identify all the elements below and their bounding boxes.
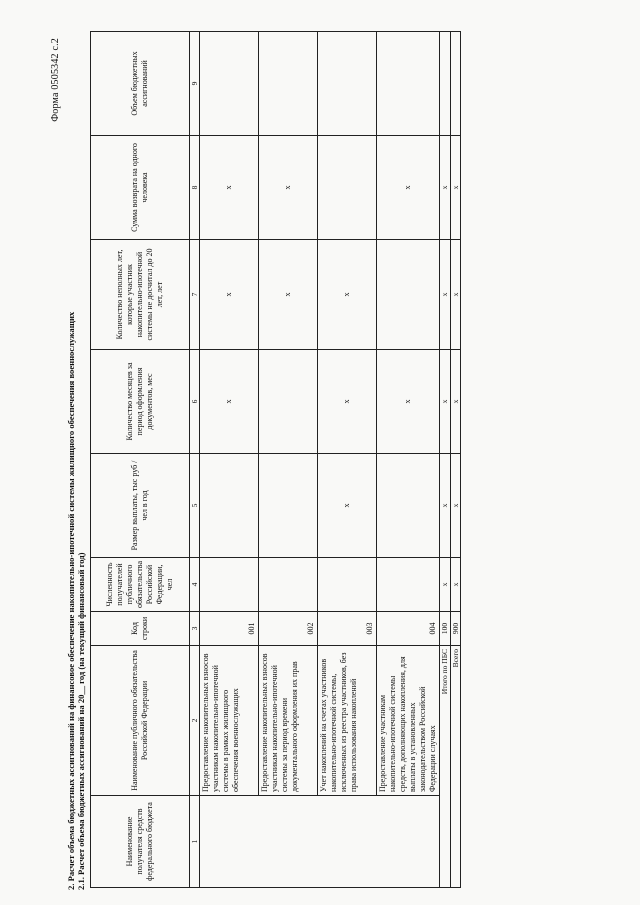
col-header-5: Размер выплаты, тыс руб / чел в год	[91, 454, 190, 558]
cell-c9	[440, 32, 450, 136]
cell-c4	[200, 558, 259, 612]
obligation-name: Предоставление участникам накопительно-ипотечной системы средств, дополняющих накопления, для выплаты в установленных законодательством Российской Федерации случаях	[377, 646, 440, 796]
col-num: 2	[190, 646, 200, 796]
table-row	[259, 32, 318, 888]
cell-c7: x	[450, 240, 460, 350]
cell-c8: x	[377, 136, 440, 240]
total-row-pbs	[440, 32, 450, 888]
cell-c8: x	[440, 136, 450, 240]
cell-c6	[259, 350, 318, 454]
cell-c8: x	[259, 136, 318, 240]
cell-c7: x	[440, 240, 450, 350]
rotated-sheet	[50, 30, 595, 890]
calculation-table	[90, 31, 461, 888]
recipient-cell	[200, 796, 440, 888]
cell-c6: x	[377, 350, 440, 454]
col-num: 1	[190, 796, 200, 888]
row-code: 100	[440, 612, 450, 646]
cell-c5	[259, 454, 318, 558]
cell-c5	[200, 454, 259, 558]
col-header-4: Численность получателей публичного обязательства Российской Федерации, чел	[91, 558, 190, 612]
form-code: Форма 0505342 с.2	[50, 38, 61, 122]
header-row	[91, 32, 190, 888]
col-num: 9	[190, 32, 200, 136]
col-num: 7	[190, 240, 200, 350]
obligation-name: Предоставление накопительных взносов участникам накопительно-ипотечной системы за период времени документального оформления их прав	[259, 646, 318, 796]
cell-c4	[259, 558, 318, 612]
cell-c9	[200, 32, 259, 136]
cell-c6: x	[450, 350, 460, 454]
cell-c9	[450, 32, 460, 136]
cell-c9	[377, 32, 440, 136]
row-code: 002	[259, 612, 318, 646]
cell-c9	[318, 32, 377, 136]
cell-c4: x	[450, 558, 460, 612]
table-row	[318, 32, 377, 888]
cell-c4	[377, 558, 440, 612]
col-header-9: Объем бюджетных ассигнований	[91, 32, 190, 136]
col-header-3: Код строки	[91, 612, 190, 646]
cell-c9	[259, 32, 318, 136]
cell-c4: x	[440, 558, 450, 612]
cell-c6: x	[318, 350, 377, 454]
total-row-all	[450, 32, 460, 888]
cell-c8: x	[200, 136, 259, 240]
col-header-6: Количество месяцев за период оформления документов, мес	[91, 350, 190, 454]
total-label: Итого по ПБС	[440, 646, 450, 888]
row-code: 003	[318, 612, 377, 646]
section-heading: 2. Расчет объема бюджетных ассигнований на финансовое обеспечение накопительно-ипотечной системы жилищного обеспечения военнослужащих	[66, 311, 76, 890]
col-header-7: Количество неполных лет, которые участник накопительно-ипотечной системы не досчитал до 20 лет, лет	[91, 240, 190, 350]
col-header-1: Наименование получателя средств федерального бюджета	[91, 796, 190, 888]
col-num: 5	[190, 454, 200, 558]
cell-c5	[377, 454, 440, 558]
subsection-heading: 2.1. Расчет объема бюджетных ассигнований на 20__ год (на текущий финансовый год)	[76, 552, 86, 890]
col-num: 4	[190, 558, 200, 612]
obligation-name: Предоставление накопительных взносов участникам накопительно-ипотечной системы в рамках жилищного обеспечения военнослужащих	[200, 646, 259, 796]
cell-c6: x	[200, 350, 259, 454]
cell-c7	[377, 240, 440, 350]
cell-c8	[318, 136, 377, 240]
row-code: 900	[450, 612, 460, 646]
col-num: 3	[190, 612, 200, 646]
cell-c7: x	[259, 240, 318, 350]
table-row	[200, 32, 259, 888]
cell-c5: x	[318, 454, 377, 558]
col-num: 8	[190, 136, 200, 240]
cell-c7: x	[318, 240, 377, 350]
column-number-row	[190, 32, 200, 888]
col-header-2: Наименование публичного обязательства Российской Федерации	[91, 646, 190, 796]
col-num: 6	[190, 350, 200, 454]
cell-c6: x	[440, 350, 450, 454]
row-code: 004	[377, 612, 440, 646]
row-code: 001	[200, 612, 259, 646]
cell-c8: x	[450, 136, 460, 240]
cell-c5: x	[450, 454, 460, 558]
cell-c5: x	[440, 454, 450, 558]
total-label: Всего	[450, 646, 460, 888]
cell-c7: x	[200, 240, 259, 350]
table-row	[377, 32, 440, 888]
col-header-8: Сумма возврата на одного человека	[91, 136, 190, 240]
obligation-name: Учет накоплений на счетах участников накопительно-ипотечной системы, исключенных из реестра участников, без права использования накоплений	[318, 646, 377, 796]
cell-c4	[318, 558, 377, 612]
